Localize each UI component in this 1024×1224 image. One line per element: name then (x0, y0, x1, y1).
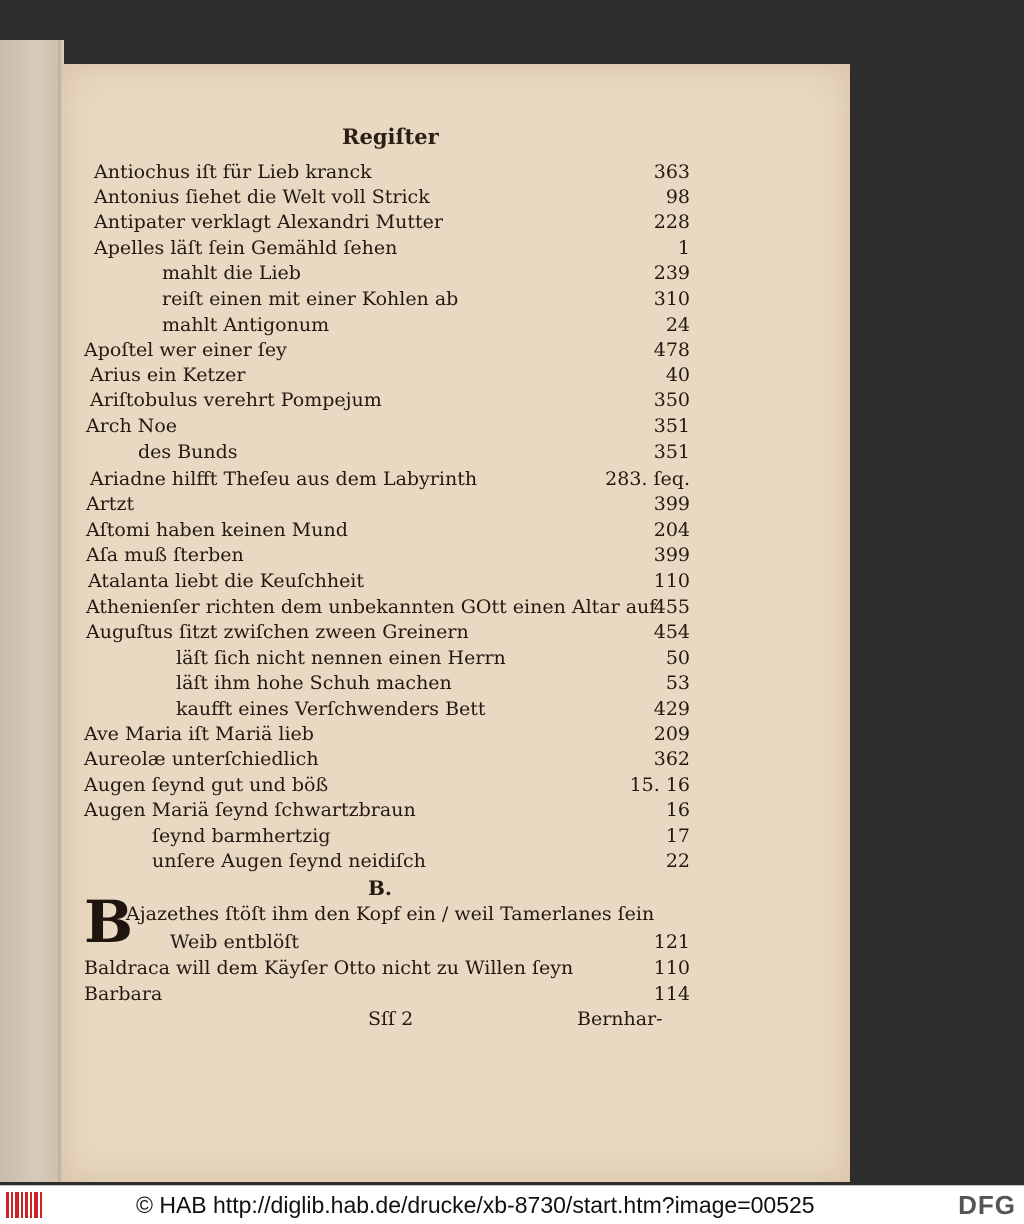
entry-page-number: 455 (653, 596, 690, 618)
source-link[interactable]: © HAB http://diglib.hab.de/drucke/xb-8730/start.htm?image=00525 (136, 1192, 815, 1218)
register-entry (0, 595, 1024, 620)
entry-page-number: 399 (653, 544, 690, 566)
register-entry (0, 363, 1024, 388)
register-entry (0, 646, 1024, 671)
entry-page-number: 204 (653, 519, 690, 541)
entry-page-number: 363 (653, 161, 690, 183)
register-entry-b (0, 982, 1024, 1007)
entry-term: ſeynd barmhertzig (152, 825, 331, 847)
entry-page-number: 362 (653, 748, 690, 770)
register-entry (0, 518, 1024, 543)
entry-term: Athenienſer richten dem unbekannten GOtt einen Altar auf (86, 596, 657, 618)
entry-page-number: 209 (653, 723, 690, 745)
entry-page-number: 283. ſeq. (605, 468, 690, 490)
entry-page-number: 399 (653, 493, 690, 515)
entry-page-number: 40 (665, 364, 690, 386)
register-entry (0, 467, 1024, 492)
entry-term: Apoſtel wer einer ſey (84, 339, 287, 361)
entry-term: Ariſtobulus verehrt Pompejum (90, 389, 382, 411)
entry-term: mahlt Antigonum (162, 314, 330, 336)
register-entry (0, 543, 1024, 568)
drop-cap: B (84, 888, 134, 956)
entry-page-number: 351 (653, 441, 690, 463)
entry-page-number: 53 (665, 672, 690, 694)
entry-term: des Bunds (138, 441, 238, 463)
entry-page-number: 351 (653, 415, 690, 437)
register-entry (0, 569, 1024, 594)
entry-page-number: 110 (653, 957, 690, 979)
entry-term: unſere Augen ſeynd neidiſch (152, 850, 426, 872)
entry-page-number: 17 (665, 825, 690, 847)
register-entry (0, 824, 1024, 849)
entry-term: Aſtomi haben keinen Mund (86, 519, 348, 541)
entry-page-number: 350 (653, 389, 690, 411)
register-entry (0, 773, 1024, 798)
register-entry (0, 849, 1024, 874)
register-entry (0, 236, 1024, 261)
register-entry (0, 492, 1024, 517)
register-entry-b (0, 956, 1024, 981)
entry-page-number: 429 (653, 698, 690, 720)
section-letter: B. (368, 876, 392, 900)
entry-page-number: 22 (665, 850, 690, 872)
register-entry (0, 414, 1024, 439)
entry-term: reiſt einen mit einer Kohlen ab (162, 288, 459, 310)
entry-term: Auguſtus ſitzt zwiſchen zween Greinern (86, 621, 469, 643)
entry-page-number: 15. 16 (629, 774, 690, 796)
register-entry (0, 388, 1024, 413)
entry-term: Augen Mariä ſeynd ſchwartzbraun (84, 799, 416, 821)
register-entry (0, 722, 1024, 747)
register-entry (0, 620, 1024, 645)
entry-page-number: 50 (665, 647, 690, 669)
entry-term: Weib entblöſt (170, 931, 299, 953)
entry-page-number: 454 (653, 621, 690, 643)
register-entry (0, 440, 1024, 465)
register-entry (0, 261, 1024, 286)
entry-page-number: 478 (653, 339, 690, 361)
entry-page-number: 228 (653, 211, 690, 233)
entry-term: Antipater verklagt Alexandri Mutter (94, 211, 443, 233)
entry-page-number: 110 (653, 570, 690, 592)
barcode-icon (6, 1192, 46, 1218)
entry-page-number: 24 (665, 314, 690, 336)
entry-term: mahlt die Lieb (162, 262, 301, 284)
entry-term: Ajazethes ſtöſt ihm den Kopf ein / weil Tamerlanes ſein (126, 903, 655, 925)
entry-page-number: 310 (653, 288, 690, 310)
entry-term: Artzt (86, 493, 135, 515)
footer-bar (0, 1185, 1024, 1224)
entry-term: Aſa muß ſterben (86, 544, 244, 566)
entry-term: Aureolæ unterſchiedlich (84, 748, 319, 770)
entry-term: Baldraca will dem Käyſer Otto nicht zu Willen ſeyn (84, 957, 574, 979)
dfg-logo: DFG (958, 1190, 1016, 1220)
register-entry (0, 798, 1024, 823)
register-entry (0, 185, 1024, 210)
page-heading: Regiſter (342, 124, 439, 149)
register-entry (0, 747, 1024, 772)
entry-term: läſt ſich nicht nennen einen Herrn (176, 647, 506, 669)
catchword: Bernhar- (577, 1008, 663, 1030)
entry-page-number: 239 (653, 262, 690, 284)
entry-term: Arch Noe (86, 415, 178, 437)
register-entry (0, 210, 1024, 235)
entry-term: Ariadne hilfft Theſeu aus dem Labyrinth (90, 468, 478, 490)
entry-page-number: 98 (665, 186, 690, 208)
entry-term: Apelles läſt ſein Gemähld ſehen (94, 237, 398, 259)
register-entry (0, 697, 1024, 722)
entry-term: Arius ein Ketzer (90, 364, 246, 386)
register-entry (0, 313, 1024, 338)
entry-page-number: 1 (677, 237, 690, 259)
register-entry-b (0, 902, 1024, 927)
entry-term: Atalanta liebt die Keuſchheit (88, 570, 365, 592)
entry-term: läſt ihm hohe Schuh machen (176, 672, 452, 694)
register-entry (0, 160, 1024, 185)
entry-page-number: 121 (653, 931, 690, 953)
register-entry-b (0, 930, 1024, 955)
signature-mark: Sſſ 2 (368, 1008, 414, 1030)
entry-term: kaufft eines Verſchwenders Bett (176, 698, 486, 720)
entry-term: Antonius ſiehet die Welt voll Strick (94, 186, 430, 208)
register-entry (0, 671, 1024, 696)
register-entry (0, 338, 1024, 363)
entry-page-number: 16 (665, 799, 690, 821)
entry-page-number: 114 (653, 983, 690, 1005)
entry-term: Ave Maria iſt Mariä lieb (84, 723, 314, 745)
entry-term: Barbara (84, 983, 163, 1005)
entry-term: Antiochus iſt für Lieb kranck (94, 161, 372, 183)
register-entry (0, 287, 1024, 312)
entry-term: Augen ſeynd gut und böß (84, 774, 329, 796)
